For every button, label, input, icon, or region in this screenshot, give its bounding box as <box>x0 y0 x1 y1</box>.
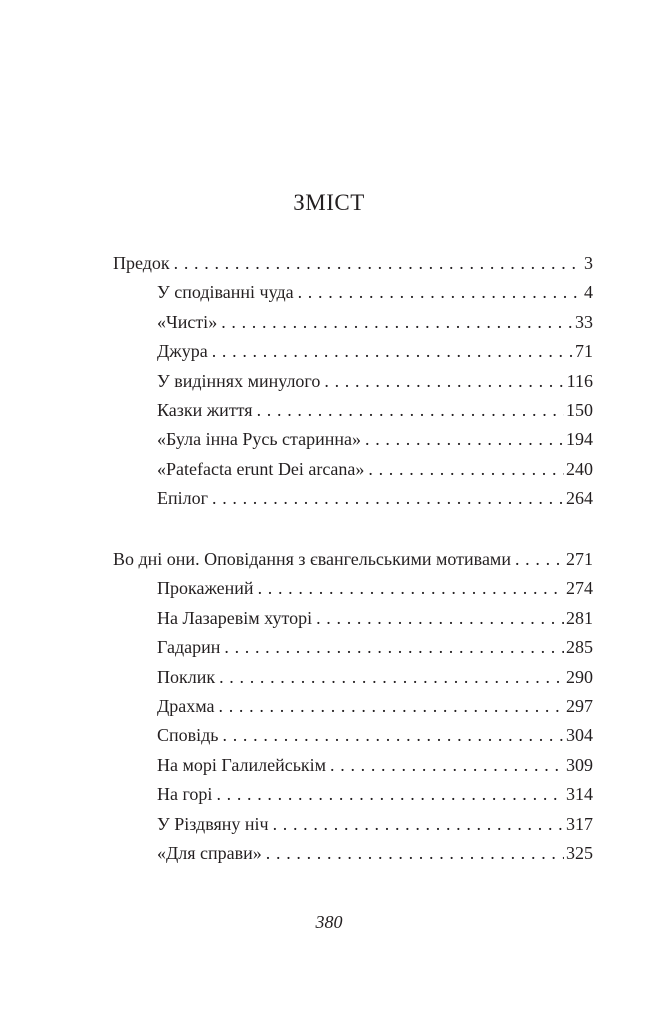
toc-entry-title: Поклик <box>157 666 216 687</box>
toc-entry-title: Джура <box>157 341 208 362</box>
toc-entry-title: «Була інна Русь старинна» <box>157 429 361 450</box>
toc-entry-page: 33 <box>575 311 593 332</box>
toc-entry-title: «Patefacta erunt Dei arcana» <box>157 458 365 479</box>
toc-section-entry <box>113 549 593 573</box>
toc-entry-title: Предок <box>113 253 170 273</box>
toc-entry-page: 3 <box>584 253 593 273</box>
toc-entry-page: 150 <box>566 400 593 420</box>
toc-entry-page: 304 <box>566 725 593 746</box>
page-title: ЗМІСТ <box>293 190 365 215</box>
dot-leader <box>298 282 582 303</box>
toc-entry <box>157 341 593 365</box>
toc-entry <box>157 696 593 720</box>
toc-entry-title: «Для справи» <box>157 843 262 863</box>
toc-entry <box>157 608 593 632</box>
toc-entry-title: Во дні они. Оповідання з євангельськими мотивами <box>113 549 511 569</box>
toc-entry-page: 314 <box>566 784 593 805</box>
toc-entry-page: 290 <box>566 666 593 687</box>
toc-entry-title: Казки життя <box>157 400 253 420</box>
toc-entry <box>157 488 593 512</box>
toc-entry <box>157 282 593 306</box>
toc-entry-title: У видіннях минулого <box>157 370 321 391</box>
toc-entry-title: Сповідь <box>157 725 219 746</box>
dot-leader <box>316 608 564 629</box>
page-number: 380 <box>315 912 343 932</box>
dot-leader <box>224 637 564 658</box>
toc-entry <box>157 400 593 424</box>
dot-leader <box>219 667 564 688</box>
toc-entry-title: У Різдвяну ніч <box>157 813 269 834</box>
toc-entry-page: 297 <box>566 696 593 716</box>
toc-entry-title: «Чисті» <box>157 311 218 332</box>
dot-leader <box>212 341 573 362</box>
toc-entry <box>157 637 593 661</box>
toc-entry <box>157 578 593 602</box>
toc-entry-title: Драхма <box>157 696 215 716</box>
dot-leader <box>174 253 582 274</box>
toc-entry <box>157 371 593 395</box>
dot-leader <box>368 459 564 480</box>
dot-leader <box>273 814 564 835</box>
dot-leader <box>223 725 564 746</box>
toc-entry-page: 274 <box>566 578 593 599</box>
toc-entry <box>157 429 593 453</box>
toc-entry-title: На горі <box>157 784 213 805</box>
toc-entry <box>157 667 593 691</box>
toc-entry <box>157 814 593 838</box>
toc-entry-page: 271 <box>566 549 593 569</box>
toc-entry <box>157 843 593 867</box>
toc-entry-page: 264 <box>566 488 593 509</box>
toc-entry-page: 116 <box>566 370 593 391</box>
toc-entry-page: 281 <box>566 607 593 628</box>
toc-entry-page: 285 <box>566 637 593 658</box>
toc-entry-title: Гадарин <box>157 637 221 658</box>
dot-leader <box>266 843 564 864</box>
toc-entry-title: На Лазаревім хуторі <box>157 607 313 628</box>
toc-entry-page: 317 <box>566 813 593 834</box>
dot-leader <box>365 429 564 450</box>
toc-entry-page: 71 <box>575 341 593 362</box>
toc-entry-title: Епілог <box>157 488 208 509</box>
toc-entry-title: У сподіванні чуда <box>157 282 294 303</box>
toc-entry-page: 4 <box>584 282 593 303</box>
toc-entry-page: 240 <box>566 458 593 479</box>
toc-entry <box>157 459 593 483</box>
dot-leader <box>219 696 564 717</box>
dot-leader <box>212 488 564 509</box>
toc-entry <box>157 312 593 336</box>
toc-entry-title: На морі Галилейськім <box>157 754 327 775</box>
dot-leader <box>221 312 573 333</box>
toc-entry <box>157 725 593 749</box>
toc-section-entry <box>113 253 593 277</box>
dot-leader <box>216 784 564 805</box>
dot-leader <box>515 549 564 570</box>
toc-entry-page: 325 <box>566 843 593 863</box>
dot-leader <box>324 371 564 392</box>
toc-entry-title: Прокажений <box>157 578 254 599</box>
dot-leader <box>258 578 564 599</box>
toc-entry-page: 309 <box>566 754 593 775</box>
toc-entry <box>157 784 593 808</box>
toc-entry-page: 194 <box>566 429 593 450</box>
toc-entry <box>157 755 593 779</box>
dot-leader <box>257 400 564 421</box>
dot-leader <box>330 755 564 776</box>
